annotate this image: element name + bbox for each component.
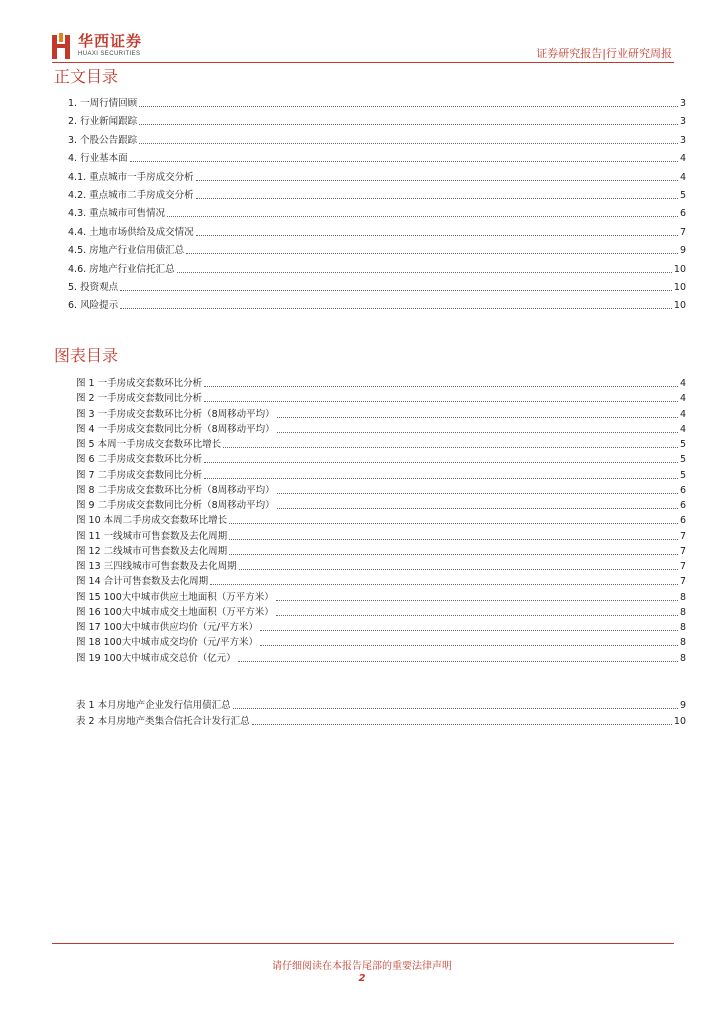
toc-entry-page: 3 [679, 116, 686, 128]
toc-dot-leader [223, 447, 678, 448]
toc-entry[interactable] [68, 151, 686, 165]
report-type: 证券研究报告|行业研究周报 [536, 47, 672, 60]
toc-dot-leader [204, 462, 678, 463]
toc-dot-leader [260, 645, 678, 646]
toc-entry-label: 图 5 本周一手房成交套数环比增长 [76, 439, 222, 450]
toc-entry-label: 图 16 100大中城市成交土地面积（万平方米） [76, 606, 274, 618]
toc-entry-page: 5 [679, 439, 686, 450]
toc-entry[interactable] [68, 262, 686, 276]
toc-entry-label: 图 15 100大中城市供应土地面积（万平方米） [76, 591, 274, 603]
toc-entry[interactable] [76, 391, 686, 405]
toc-entry-label: 4.3. 重点城市可售情况 [68, 208, 166, 220]
toc-entry[interactable] [76, 620, 686, 634]
toc-entry-page: 7 [679, 545, 686, 557]
toc-entry-label: 4.1. 重点城市一手房成交分析 [68, 171, 194, 183]
toc-entry-label: 6. 风险提示 [68, 300, 119, 312]
toc-entry-page: 10 [673, 300, 686, 312]
toc-entry-page: 4 [679, 378, 686, 389]
toc-entry[interactable] [68, 280, 686, 294]
toc-entry[interactable] [76, 498, 686, 512]
toc-entry-page: 6 [679, 484, 686, 496]
toc-entry-label: 图 6 二手房成交套数环比分析 [76, 454, 203, 466]
toc-entry-page: 7 [679, 561, 686, 572]
toc-dot-leader [196, 180, 678, 181]
toc-entry-label: 表 2 本月房地产类集合信托合计发行汇总 [76, 716, 250, 727]
page-number: 2 [358, 973, 366, 984]
toc-entry-page: 8 [679, 606, 686, 618]
toc-entry-label: 图 8 二手房成交套数环比分析（8周移动平均） [76, 484, 275, 496]
toc-dot-leader [229, 523, 678, 524]
toc-entry-label: 3. 个股公告跟踪 [68, 134, 138, 146]
toc-entry-page: 6 [679, 515, 686, 527]
toc-entry-label: 4.2. 重点城市二手房成交分析 [68, 190, 194, 201]
toc-entry-page: 7 [679, 576, 686, 588]
toc-entry-label: 1. 一周行情回顾 [68, 98, 138, 109]
toc-entry-page: 5 [679, 190, 686, 201]
toc-entry[interactable] [76, 452, 686, 466]
toc-entry[interactable] [76, 529, 686, 543]
toc-entry[interactable] [76, 483, 686, 497]
toc-entry[interactable] [76, 468, 686, 482]
toc-entry[interactable] [68, 96, 686, 110]
toc-entry-page: 9 [679, 245, 686, 257]
toc-dot-leader [229, 539, 678, 540]
toc-entry[interactable] [68, 225, 686, 239]
toc-entry[interactable] [76, 513, 686, 527]
toc-entry[interactable] [68, 170, 686, 184]
toc-entry-label: 图 18 100大中城市成交均价（元/平方米） [76, 637, 258, 649]
toc-entry[interactable] [76, 635, 686, 649]
header-divider [52, 62, 674, 63]
toc-entry-page: 8 [679, 591, 686, 603]
toc-entry-page: 3 [679, 98, 686, 109]
toc-entry[interactable] [76, 605, 686, 619]
toc-dot-leader [120, 308, 672, 309]
toc-entry[interactable] [76, 651, 686, 665]
toc-dot-leader [252, 724, 672, 725]
toc-entry-page: 4 [679, 408, 686, 420]
main-toc-title: 正文目录 [54, 67, 119, 86]
toc-entry[interactable] [76, 422, 686, 436]
footer-divider [52, 943, 674, 944]
toc-dot-leader [204, 401, 678, 402]
toc-dot-leader [276, 600, 678, 601]
toc-dot-leader [139, 124, 678, 125]
toc-entry-page: 8 [679, 637, 686, 649]
toc-entry[interactable] [68, 133, 686, 147]
toc-dot-leader [204, 478, 678, 479]
toc-entry-page: 6 [679, 500, 686, 511]
toc-entry-page: 10 [673, 282, 686, 293]
toc-entry-label: 4.6. 房地产行业信托汇总 [68, 263, 175, 275]
toc-entry-page: 5 [679, 469, 686, 481]
toc-entry-label: 图 4 一手房成交套数同比分析（8周移动平均） [76, 423, 275, 435]
toc-dot-leader [229, 554, 678, 555]
toc-entry-label: 图 13 三四线城市可售套数及去化周期 [76, 561, 237, 572]
toc-entry-label: 4. 行业基本面 [68, 153, 128, 165]
toc-dot-leader [196, 235, 678, 236]
toc-entry[interactable] [76, 698, 686, 712]
toc-dot-leader [260, 630, 678, 631]
brand-name-en: HUAXI SECURITIES [78, 51, 141, 57]
toc-entry-label: 4.5. 房地产行业信用债汇总 [68, 245, 185, 257]
toc-dot-leader [177, 272, 672, 273]
toc-entry-page: 4 [679, 171, 686, 183]
toc-entry-label: 图 2 一手房成交套数同比分析 [76, 393, 203, 405]
toc-entry-page: 4 [679, 393, 686, 405]
legal-notice: 请仔细阅读在本报告尾部的重要法律声明 [272, 961, 452, 972]
toc-entry[interactable] [76, 376, 686, 390]
huaxi-logo-icon [52, 33, 72, 59]
toc-dot-leader [210, 584, 678, 585]
toc-dot-leader [238, 661, 678, 662]
toc-entry[interactable] [68, 114, 686, 128]
toc-entry-label: 图 19 100大中城市成交总价（亿元） [76, 652, 236, 664]
toc-entry[interactable] [76, 590, 686, 604]
toc-dot-leader [204, 386, 678, 387]
toc-entry-page: 6 [679, 208, 686, 220]
toc-entry[interactable] [68, 243, 686, 257]
toc-entry-page: 4 [679, 153, 686, 165]
toc-dot-leader [130, 161, 678, 162]
toc-entry-label: 图 1 一手房成交套数环比分析 [76, 378, 203, 389]
toc-entry-page: 8 [679, 622, 686, 633]
toc-entry[interactable] [68, 298, 686, 312]
toc-entry[interactable] [76, 544, 686, 558]
toc-dot-leader [186, 253, 678, 254]
toc-entry-page: 7 [679, 530, 686, 542]
toc-dot-leader [277, 508, 678, 509]
toc-entry-page: 8 [679, 652, 686, 664]
toc-entry[interactable] [76, 559, 686, 573]
toc-entry[interactable] [76, 714, 686, 728]
toc-entry-label: 2. 行业新闻跟踪 [68, 116, 138, 128]
toc-entry-label: 图 7 二手房成交套数同比分析 [76, 469, 203, 481]
toc-dot-leader [139, 106, 678, 107]
toc-entry-page: 10 [673, 263, 686, 275]
toc-dot-leader [276, 615, 678, 616]
toc-entry-page: 7 [679, 226, 686, 238]
toc-dot-leader [167, 216, 678, 217]
toc-entry-label: 图 10 本周二手房成交套数环比增长 [76, 515, 228, 527]
toc-entry-label: 4.4. 土地市场供给及成交情况 [68, 226, 194, 238]
toc-entry-label: 图 17 100大中城市供应均价（元/平方米） [76, 622, 258, 633]
toc-entry-page: 4 [679, 423, 686, 435]
figure-toc-title: 图表目录 [54, 346, 119, 365]
toc-dot-leader [239, 569, 678, 570]
toc-entry-label: 图 12 二线城市可售套数及去化周期 [76, 545, 228, 557]
brand-name-cn: 华西证券 [78, 32, 143, 50]
toc-entry[interactable] [68, 206, 686, 220]
toc-entry-label: 图 3 一手房成交套数环比分析（8周移动平均） [76, 408, 275, 420]
toc-entry[interactable] [76, 407, 686, 421]
toc-dot-leader [120, 290, 672, 291]
toc-entry-label: 图 9 二手房成交套数同比分析（8周移动平均） [76, 500, 275, 511]
toc-dot-leader [233, 708, 678, 709]
toc-entry-label: 图 14 合计可售套数及去化周期 [76, 576, 209, 588]
toc-entry-label: 图 11 一线城市可售套数及去化周期 [76, 530, 228, 542]
brand [78, 32, 142, 58]
toc-entry[interactable] [76, 574, 686, 588]
toc-entry-page: 9 [679, 700, 686, 711]
toc-entry[interactable] [68, 188, 686, 202]
toc-dot-leader [139, 143, 678, 144]
toc-dot-leader [277, 417, 678, 418]
toc-entry-label: 表 1 本月房地产企业发行信用债汇总 [76, 700, 231, 711]
toc-entry[interactable] [76, 437, 686, 451]
toc-entry-page: 5 [679, 454, 686, 466]
toc-entry-page: 3 [679, 134, 686, 146]
toc-entry-page: 10 [673, 716, 686, 727]
toc-dot-leader [277, 493, 678, 494]
toc-dot-leader [277, 432, 678, 433]
toc-entry-label: 5. 投资观点 [68, 282, 119, 293]
toc-dot-leader [196, 198, 678, 199]
